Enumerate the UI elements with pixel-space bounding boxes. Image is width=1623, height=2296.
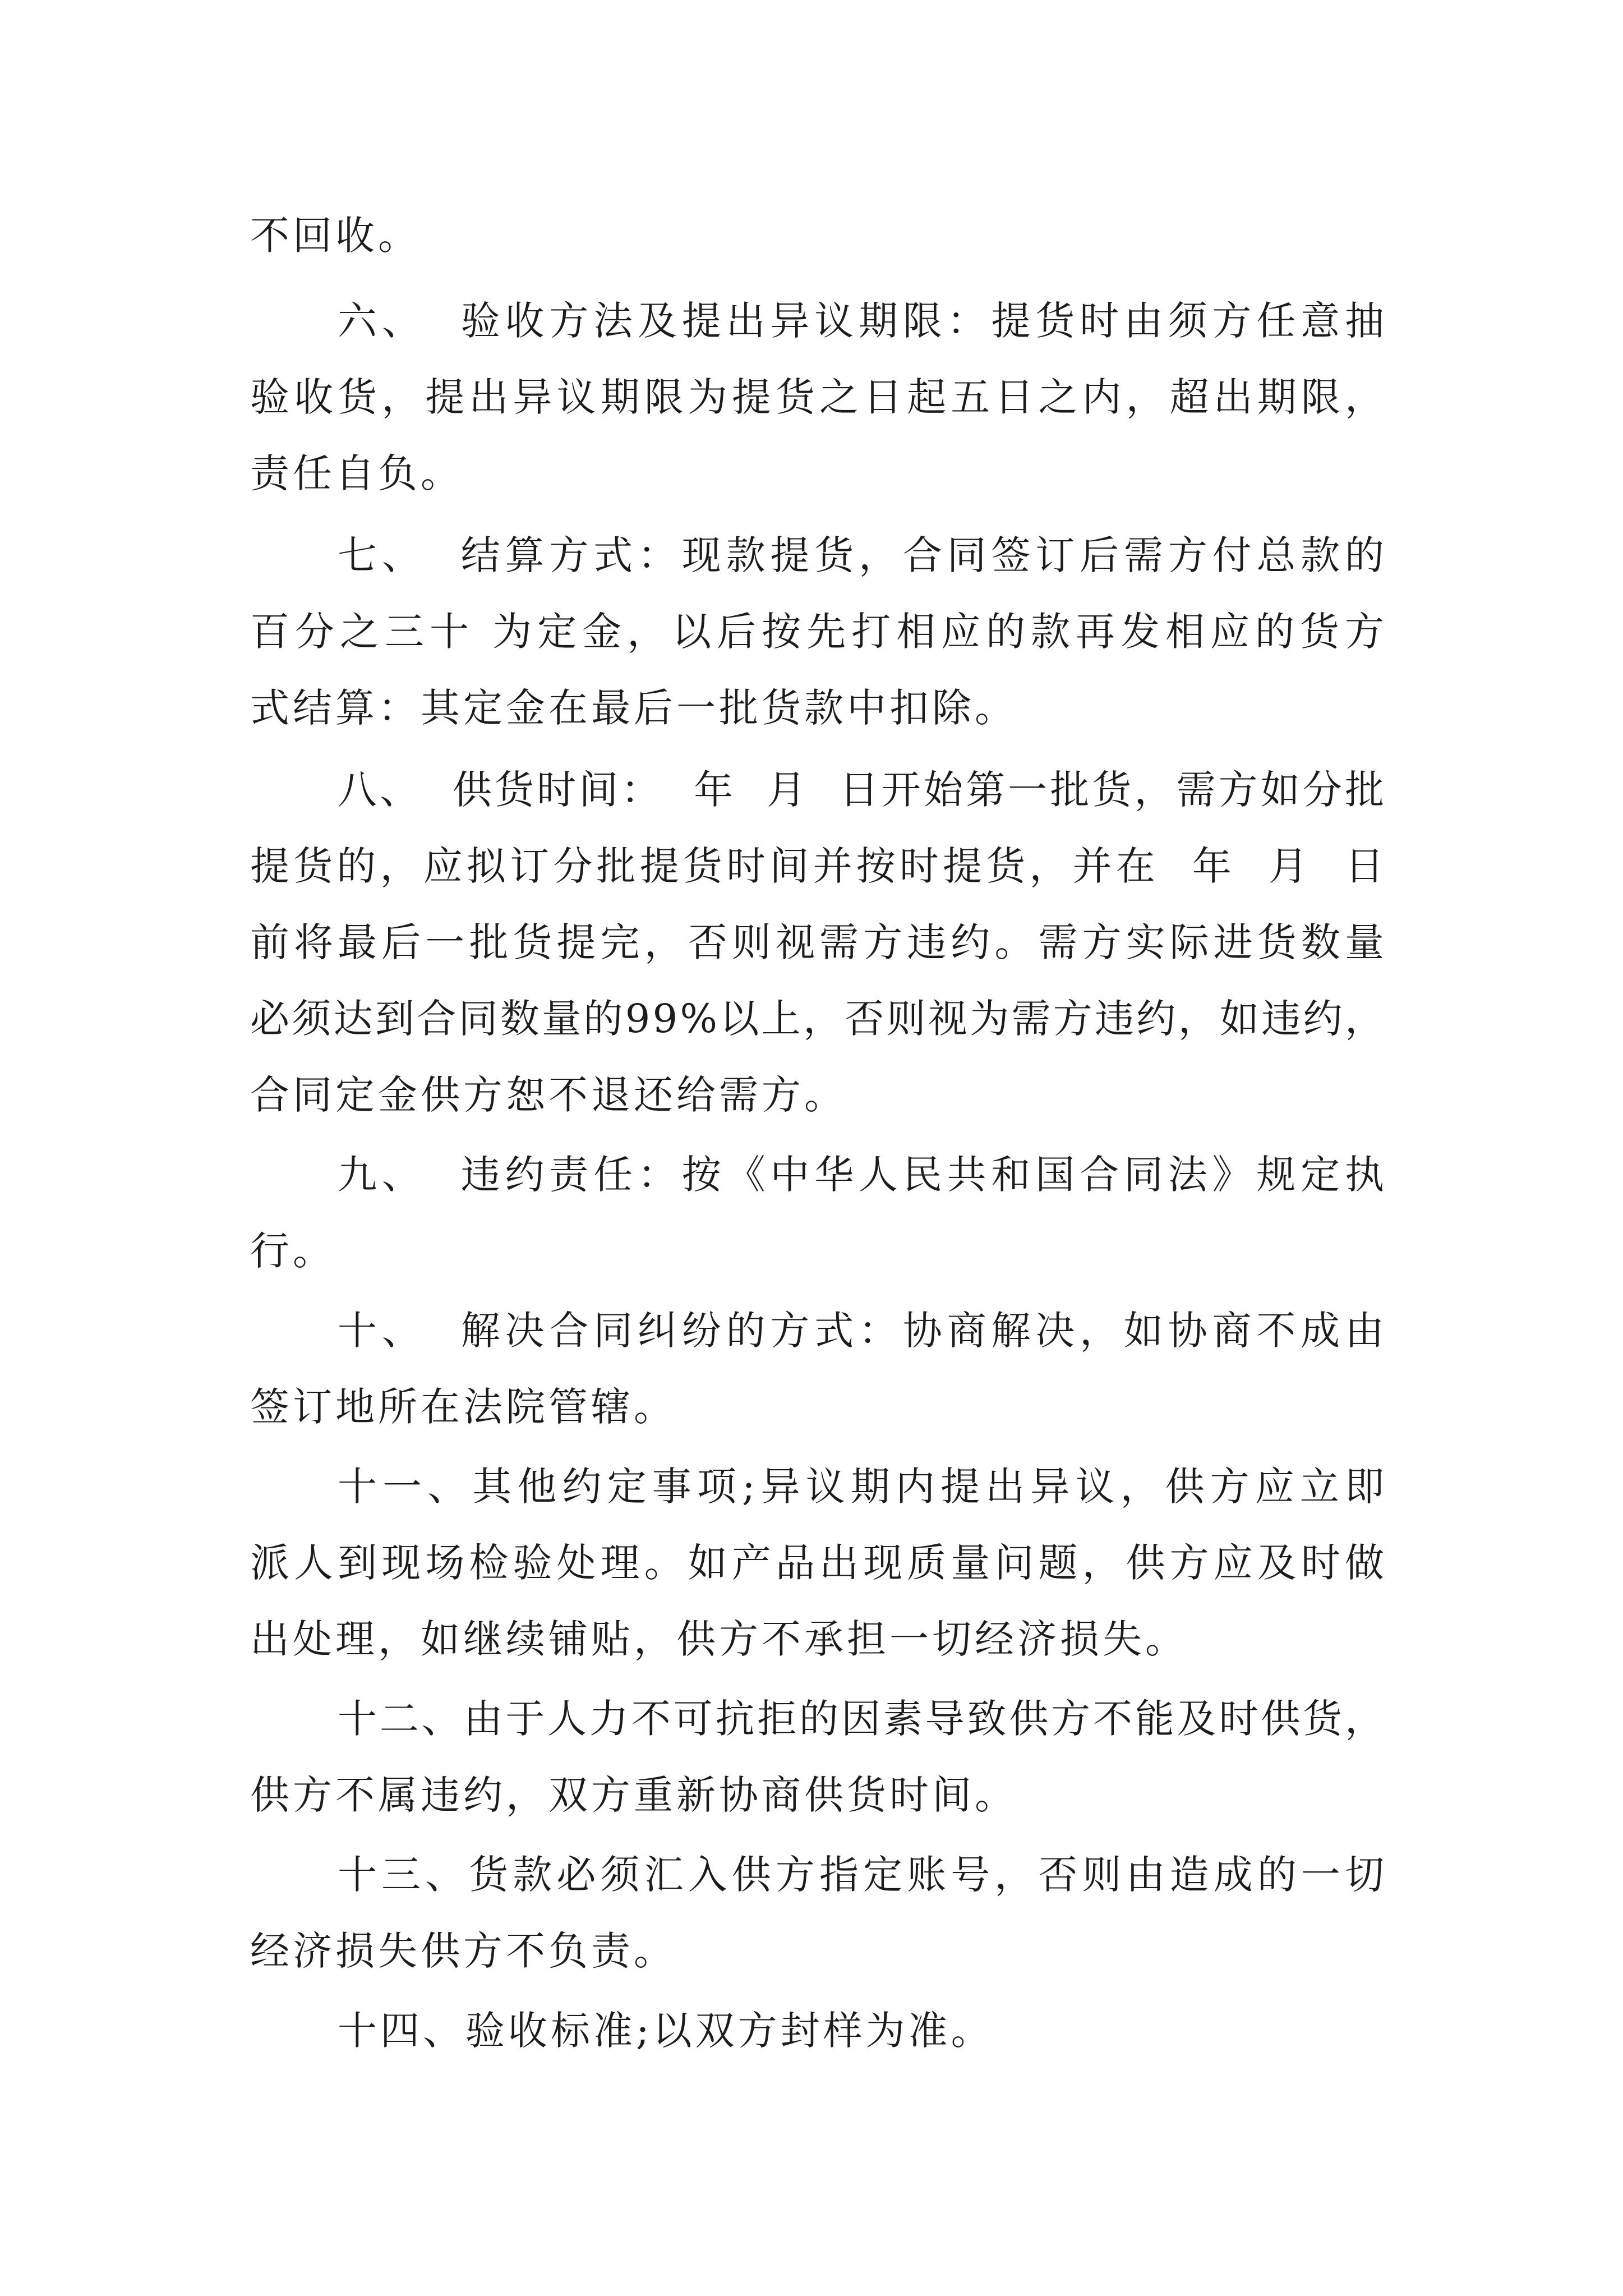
text-line xyxy=(338,1993,1384,2069)
clause-9-liability xyxy=(250,1137,1389,1289)
text-line-content: 必须达到合同数量的99%以上，否则视为需方违约，如违约， xyxy=(250,996,1387,1042)
text-line-content: 提货的，应拟订分批提货时间并按时提货，并在 年 月 日 xyxy=(250,843,1389,889)
text-line xyxy=(250,593,1390,670)
text-line-content: 经济损失供方不负责。 xyxy=(250,1928,676,1974)
text-line-content: 十、 解决合同纠纷的方式：协商解决，如协商不成由 xyxy=(338,1308,1389,1354)
text-line-content: 派人到现场检验处理。如产品出现质量问题，供方应及时做 xyxy=(250,1540,1389,1586)
clause-10-disputes xyxy=(250,1292,1389,1445)
text-line-content: 行。 xyxy=(250,1228,335,1274)
text-line xyxy=(338,283,1389,359)
text-line-content: 七、 结算方式：现款提货，合同签订后需方付总款的 xyxy=(338,532,1389,578)
text-line-content: 十一、其他约定事项;异议期内提出异议，供方应立即 xyxy=(338,1464,1390,1510)
text-line xyxy=(250,1757,1384,1833)
text-line xyxy=(250,670,1384,746)
text-line xyxy=(250,1057,1384,1133)
text-line xyxy=(338,1292,1389,1369)
text-line-content: 九、 违约责任：按《中华人民共和国合同法》规定执 xyxy=(338,1152,1389,1198)
clause-7-settlement xyxy=(250,517,1390,746)
text-line-content: 十四、验收标准;以双方封样为准。 xyxy=(338,2008,994,2054)
text-line xyxy=(250,359,1389,435)
contract-body-text xyxy=(250,197,1390,2069)
text-line xyxy=(250,904,1389,981)
text-line xyxy=(338,1681,1387,1757)
text-line xyxy=(250,828,1389,904)
text-line xyxy=(250,1601,1384,1677)
text-line-content: 式结算：其定金在最后一批货款中扣除。 xyxy=(250,685,1017,731)
text-line-content: 十三、货款必须汇入供方指定账号，否则由造成的一切 xyxy=(338,1852,1389,1898)
text-line xyxy=(250,435,1384,512)
text-line-content: 验收货，提出异议期限为提货之日起五日之内，超出期限， xyxy=(250,374,1389,420)
text-line-content: 签订地所在法院管辖。 xyxy=(250,1384,676,1430)
text-line xyxy=(250,1369,1384,1445)
text-line-content: 不回收。 xyxy=(250,213,421,259)
text-line-content: 出处理，如继续铺贴，供方不承担一切经济损失。 xyxy=(250,1616,1188,1662)
text-line-content: 百分之三十 为定金，以后按先打相应的款再发相应的货方 xyxy=(250,609,1390,655)
text-line xyxy=(338,1837,1389,1913)
text-line xyxy=(250,197,1384,274)
text-line-content: 前将最后一批货提完，否则视需方违约。需方实际进货数量 xyxy=(250,919,1389,965)
text-line-content: 合同定金供方恕不退还给需方。 xyxy=(250,1072,847,1118)
text-line xyxy=(250,1913,1384,1989)
clause-6-acceptance xyxy=(250,283,1389,512)
text-line-content: 责任自负。 xyxy=(250,450,463,496)
text-line-content: 六、 验收方法及提出异议期限：提货时由须方任意抽 xyxy=(338,298,1389,344)
text-line-content: 八、 供货时间： 年 月 日开始第一批货，需方如分批 xyxy=(338,767,1387,813)
text-line xyxy=(338,1448,1390,1525)
clause-14-acceptance-standard xyxy=(250,1993,1384,2069)
clause-5-continuation xyxy=(250,197,1384,274)
clause-11-other-terms xyxy=(250,1448,1390,1677)
text-line-content: 十二、由于人力不可抗拒的因素导致供方不能及时供货， xyxy=(338,1696,1387,1742)
clause-12-force-majeure xyxy=(250,1681,1387,1833)
text-line xyxy=(250,981,1387,1057)
clause-13-payment-account xyxy=(250,1837,1389,1989)
text-line xyxy=(250,1525,1389,1601)
text-line xyxy=(338,517,1389,593)
text-line xyxy=(338,1137,1389,1213)
clause-8-delivery-time xyxy=(250,752,1389,1133)
text-line xyxy=(338,752,1387,828)
text-line-content: 供方不属违约，双方重新协商供货时间。 xyxy=(250,1772,1017,1818)
text-line xyxy=(250,1213,1384,1289)
